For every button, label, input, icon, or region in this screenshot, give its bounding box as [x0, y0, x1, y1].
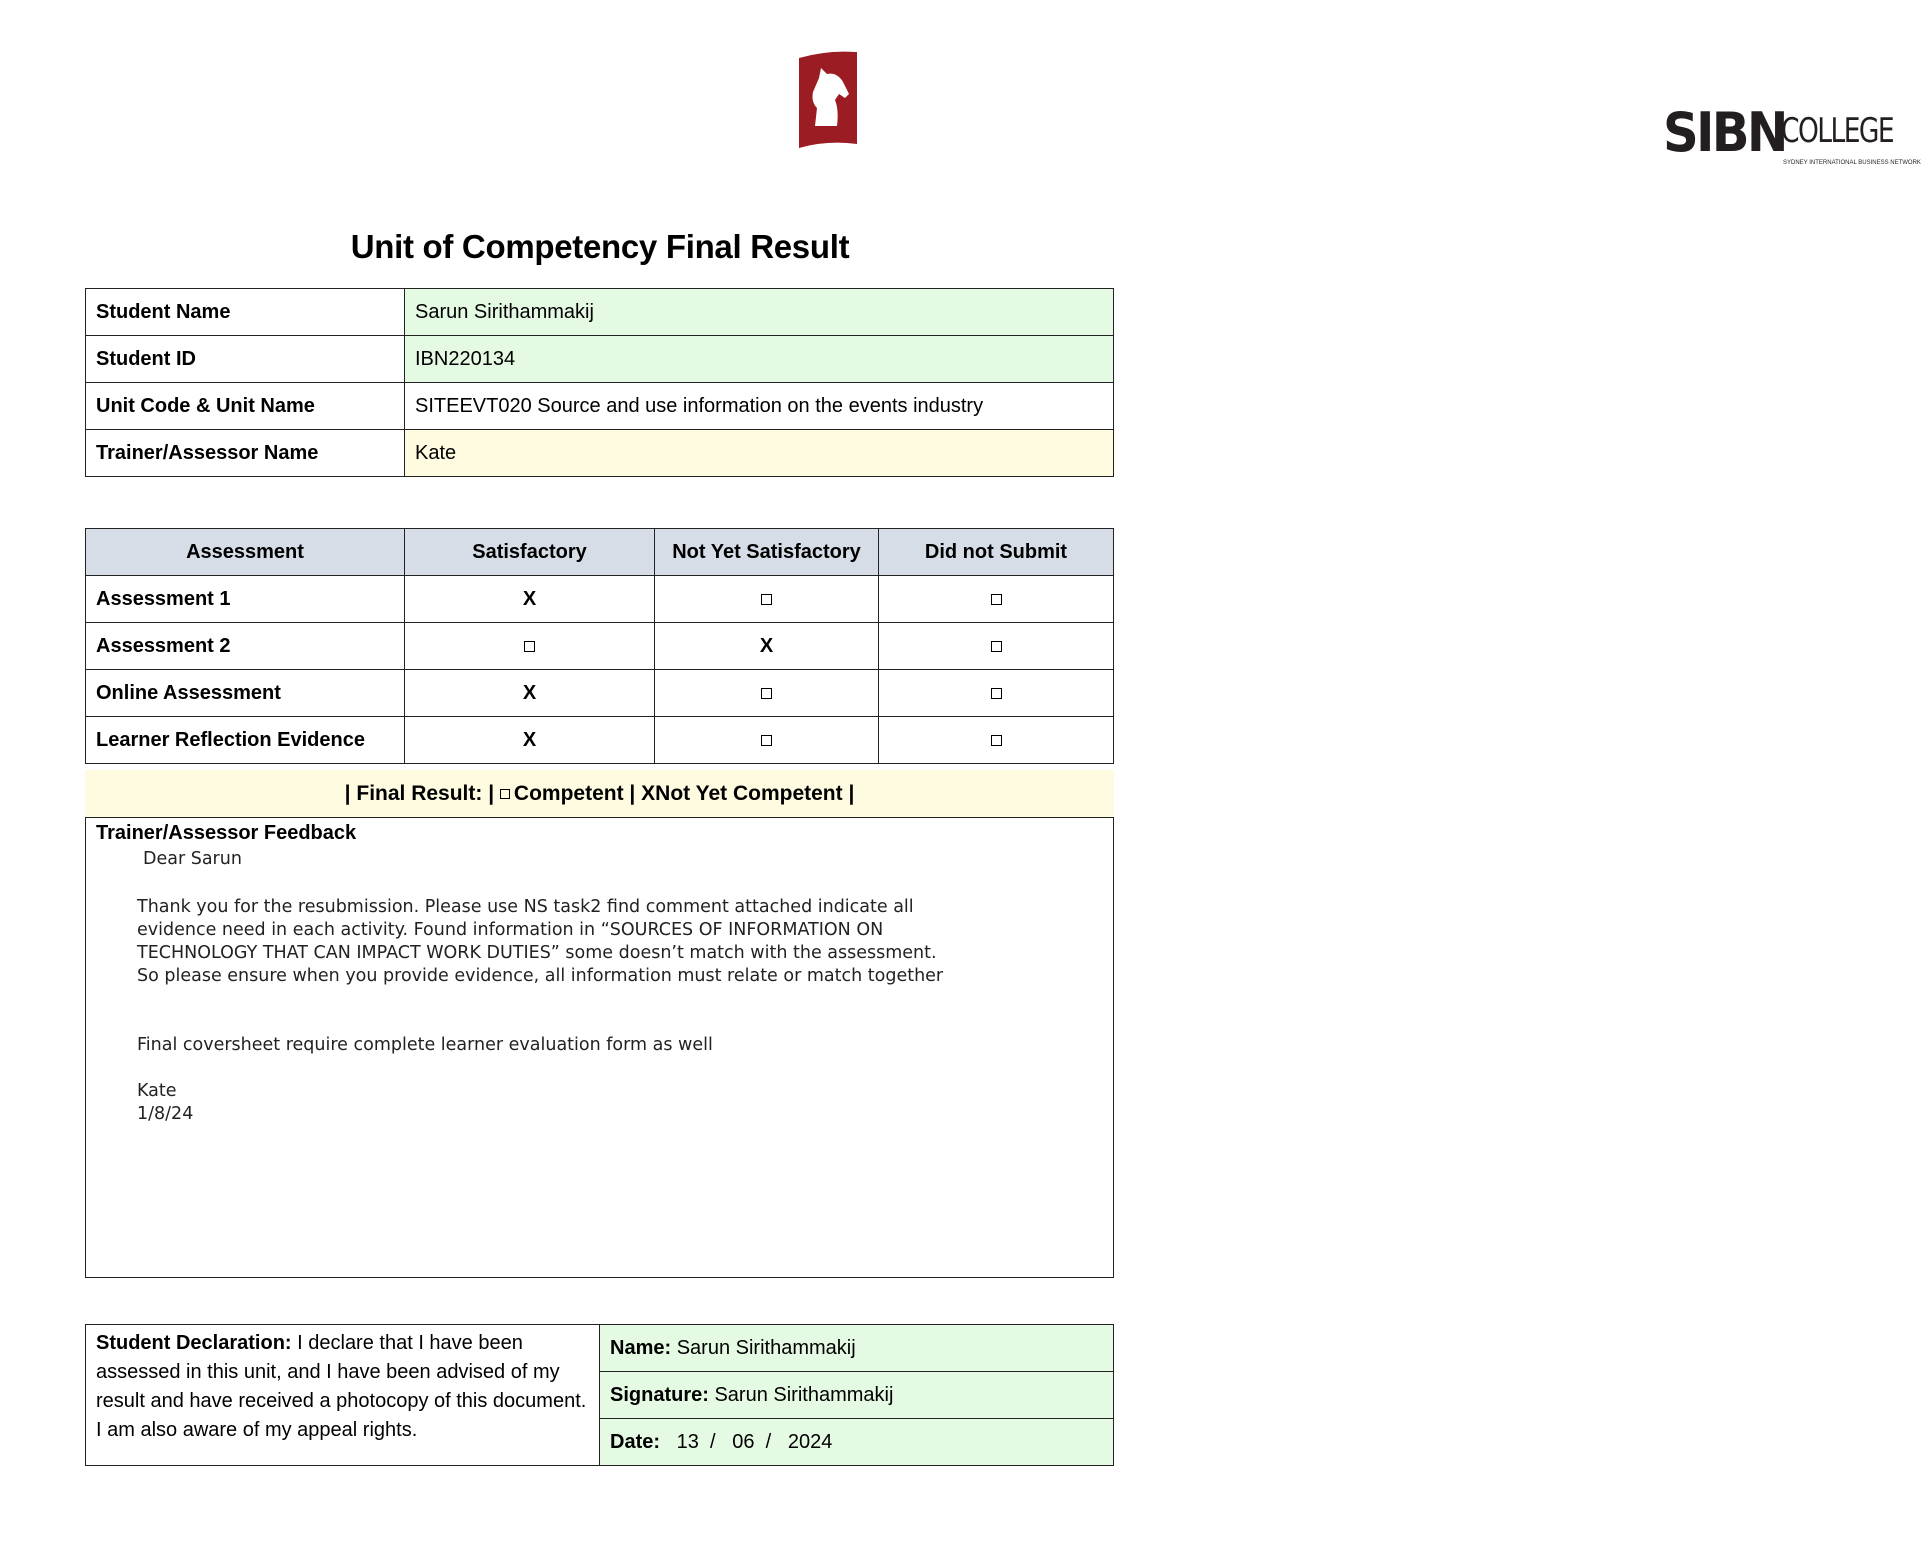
info-row [86, 336, 1114, 383]
table-header-row [86, 529, 1114, 576]
assessor-feedback-box [85, 817, 1114, 1278]
signature-value: Sarun Sirithammakij [708, 1383, 894, 1406]
table-row [86, 623, 1114, 670]
check-mark: X [759, 634, 774, 657]
date-cell [600, 1419, 1114, 1466]
student-name-value: Sarun Sirithammakij [405, 289, 1114, 336]
assessor-name-label: Trainer/Assessor Name [86, 430, 405, 477]
college-logo [797, 48, 1921, 166]
date-label: Date: [610, 1430, 661, 1453]
student-name-label: Student Name [86, 289, 405, 336]
table-row [86, 576, 1114, 623]
did-not-submit-cell [879, 623, 1114, 670]
checkbox-empty-icon [500, 789, 510, 799]
not-yet-cell [655, 623, 879, 670]
date-value: 13 / 06 / 2024 [660, 1430, 833, 1453]
student-info-table [85, 288, 1114, 477]
unit-label: Unit Code & Unit Name [86, 383, 405, 430]
student-id-label: Student ID [86, 336, 405, 383]
checkbox-empty-icon [761, 688, 772, 699]
not-yet-cell [655, 670, 879, 717]
student-id-value: IBN220134 [405, 336, 1114, 383]
student-declaration-table [85, 1324, 1114, 1466]
assessment-name: Assessment 2 [86, 623, 405, 670]
assessment-name: Online Assessment [86, 670, 405, 717]
not-yet-cell [655, 576, 879, 623]
logo-tagline: SYDNEY INTERNATIONAL BUSINESS NETWORK [1783, 160, 1921, 166]
checkbox-empty-icon [761, 735, 772, 746]
declaration-text: I declare that I have been assessed in this unit, and I have been advised of my result and have received a photocopy of this document. I am also aware of my appeal rights. [96, 1332, 587, 1441]
did-not-submit-cell [879, 670, 1114, 717]
check-mark: X [522, 728, 537, 751]
satisfactory-cell [405, 576, 655, 623]
final-result-bar [85, 770, 1114, 817]
col-header-assessment: Assessment [86, 529, 405, 576]
feedback-greeting: Dear Sarun [143, 849, 242, 869]
name-value: Sarun Sirithammakij [671, 1336, 856, 1359]
final-result-label: | Final Result: | [344, 782, 500, 805]
satisfactory-cell [405, 717, 655, 764]
logo-brand-text: SIBN [1663, 101, 1786, 164]
assessment-name: Assessment 1 [86, 576, 405, 623]
checkbox-empty-icon [991, 641, 1002, 652]
did-not-submit-cell [879, 717, 1114, 764]
col-header-not-yet: Not Yet Satisfactory [655, 529, 879, 576]
checkbox-empty-icon [524, 641, 535, 652]
feedback-body: Thank you for the resubmission. Please use NS task2 find comment attached indicate all evidence need in each activity. Found information in “SOURCES OF INFORMATION ON TECHNOLOGY THAT CAN IMPACT WORK DUTIES” some doesn’t match with the assessment. So please ensure when you provide evidence, all information must relate or match together Final coversheet require complete learner evaluation form as well Kate 1/8/24 [137, 897, 944, 1124]
table-row [86, 670, 1114, 717]
unit-value: SITEEVT020 Source and use information on the events industry [405, 383, 1114, 430]
satisfactory-cell [405, 670, 655, 717]
checkbox-empty-icon [761, 594, 772, 605]
signature-label: Signature: [610, 1383, 709, 1406]
not-yet-cell [655, 717, 879, 764]
horse-emblem-icon [797, 48, 867, 150]
competent-option: Competent | [513, 782, 642, 805]
info-row [86, 383, 1114, 430]
table-row [86, 717, 1114, 764]
page-title: Unit of Competency Final Result [350, 228, 850, 265]
signature-cell [600, 1372, 1114, 1419]
checkbox-empty-icon [991, 594, 1002, 605]
col-header-did-not-submit: Did not Submit [879, 529, 1114, 576]
not-yet-competent-mark: X [641, 782, 656, 805]
checkbox-empty-icon [991, 688, 1002, 699]
info-row [86, 289, 1114, 336]
assessor-name-value: Kate [405, 430, 1114, 477]
declaration-text-cell [86, 1325, 600, 1466]
feedback-title: Trainer/Assessor Feedback [96, 822, 357, 844]
check-mark: X [522, 587, 537, 610]
not-yet-competent-option: Not Yet Competent | [655, 782, 855, 805]
declaration-label: Student Declaration: [96, 1332, 292, 1354]
satisfactory-cell [405, 623, 655, 670]
logo-college-text: COLLEGE [1781, 111, 1894, 151]
name-cell [600, 1325, 1114, 1372]
checkbox-empty-icon [991, 735, 1002, 746]
info-row [86, 430, 1114, 477]
assessment-name: Learner Reflection Evidence [86, 717, 405, 764]
did-not-submit-cell [879, 576, 1114, 623]
check-mark: X [522, 681, 537, 704]
assessment-results-table [85, 528, 1114, 764]
col-header-satisfactory: Satisfactory [405, 529, 655, 576]
name-label: Name: [610, 1336, 672, 1359]
